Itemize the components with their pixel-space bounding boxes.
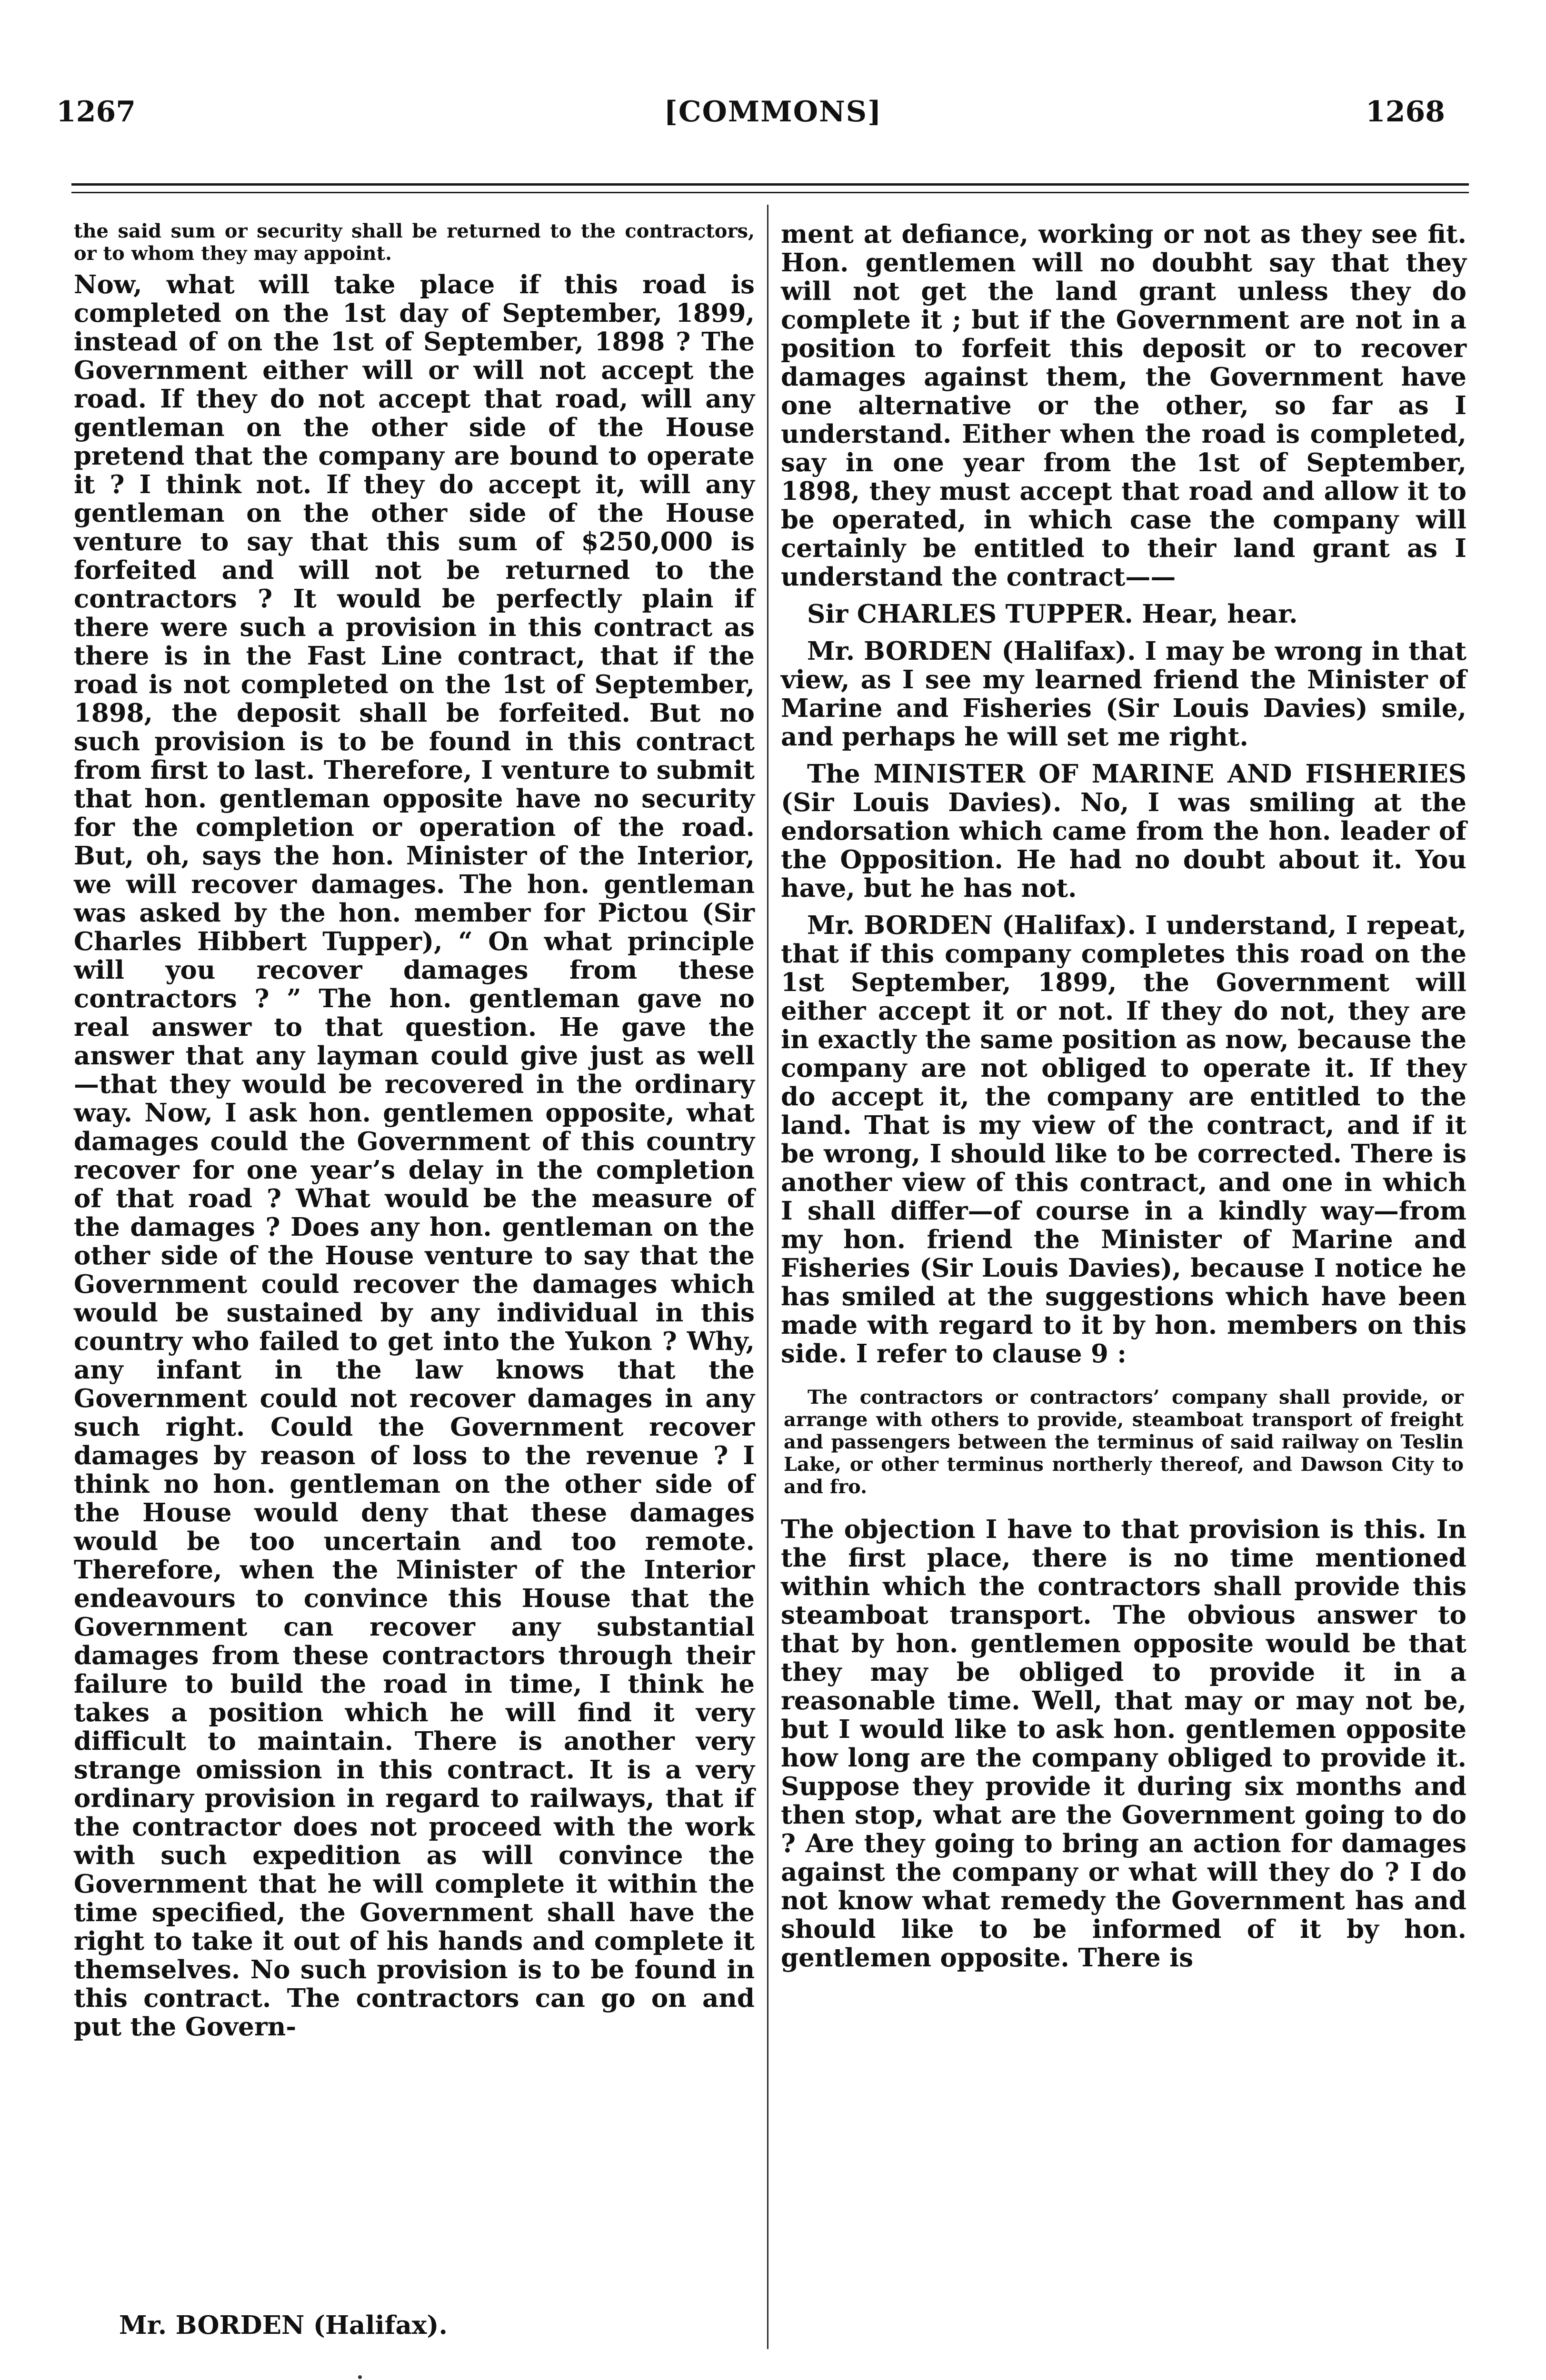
- column-divider: [767, 205, 768, 2349]
- contract-clause-quote: The contractors or contractors’ company shall provide, or arrange with others to provide, steamboat transport of freight and passengers between the terminus of said railway on Teslin Lake, or other terminus northerly thereof, and Dawson City to and fro.: [784, 1386, 1464, 1498]
- continued-quote-text: the said sum or security shall be returned to the contractors, or to whom they may appoint.: [74, 220, 755, 265]
- speech-paragraph-continued: ment at defiance, working or not as they see fit. Hon. gentlemen will no doubht say that they will not get the land grant unless they do complete it ; but if the Government are not in a position to forfeit this deposit or to recover damages against them, the Government have one alternative or the other, so far as I understand. Either when the road is completed, say in one year from the 1st of September, 1898, they must accept that road and allow it to be operated, in which case the company will certainly be entitled to their land grant as I understand the contract——: [781, 219, 1466, 592]
- right-column: [781, 220, 1466, 1972]
- interjection-tupper: Sir CHARLES TUPPER. Hear, hear.: [807, 599, 1298, 629]
- speech-borden-3: The objection I have to that provision is this. In the first place, there is no time mentioned within which the contractors shall provide this steamboat transport. The obvious answer to that by hon. gentlemen opposite would be that they may be obliged to provide it in a reasonable time. Well, that may or may not be, but I would like to ask hon. gentlemen opposite how long are the company obliged to provide it. Suppose they provide it during six months and then stop, what are the Government going to do ? Are they going to bring an action for damages against the company or what will they do ? I do not know what remedy the Government has and should like to be informed of it by hon. gentlemen opposite. There is: [781, 1515, 1466, 1973]
- column-footer-speaker: Mr. BORDEN (Halifax).: [119, 2311, 448, 2340]
- speech-borden-1: Mr. BORDEN (Halifax). I may be wrong in that view, as I see my learned friend the Minister of Marine and Fisheries (Sir Louis Davies) smile, and perhaps he will set me right.: [781, 636, 1466, 752]
- left-page-number: 1267: [56, 95, 136, 129]
- page-header-title: [COMMONS]: [664, 95, 882, 129]
- speech-borden-2: Mr. BORDEN (Halifax). I understand, I repeat, that if this company completes this road on the 1st September, 1899, the Government will either accept it or not. If they do not, they are in exactly the same position as now, because the company are not obliged to operate it. If they do accept it, the company are entitled to the land. That is my view of the contract, and if it be wrong, I should like to be corrected. There is another view of this contract, and one in which I shall differ—of course in a kindly way—from my hon. friend the Minister of Marine and Fisheries (Sir Louis Davies), because I notice he has smiled at the suggestions which have been made with regard to it by hon. members on this side. I refer to clause 9 :: [781, 911, 1466, 1368]
- right-page-number: 1268: [1366, 95, 1445, 129]
- header-rule-thick: [71, 183, 1469, 186]
- speech-minister-marine: The MINISTER OF MARINE AND FISHERIES (Sir Louis Davies). No, I was smiling at the endorsation which came from the hon. leader of the Opposition. He had no doubt about it. You have, but he has not.: [781, 759, 1466, 903]
- speech-paragraph: Now, what will take place if this road is completed on the 1st day of September, 1899, instead of on the 1st of September, 1898 ? The Government either will or will not accept the road. If they do not accept that road, will any gentleman on the other side of the House pretend that the company are bound to operate it ? I think not. If they do accept it, will any gentleman on the other side of the House venture to say that this sum of $250,000 is forfeited and will not be returned to the contractors ? It would be perfectly plain if there were such a provision in this contract as there is in the Fast Line contract, that if the road is not completed on the 1st of September, 1898, the deposit shall be forfeited. But no such provision is to be found in this contract from first to last. Therefore, I venture to submit that hon. gentleman opposite have no security for the completion or operation of the road. But, oh, says the hon. Minister of the Interior, we will recover damages. The hon. gentleman was asked by the hon. member for Pictou (Sir Charles Hibbert Tupper), “ On what principle will you recover damages from these contractors ? ” The hon. gentleman gave no real answer to that question. He gave the answer that any layman could give just as well—that they would be recovered in the ordinary way. Now, I ask hon. gentlemen opposite, what damages could the Government of this country recover for one year’s delay in the completion of that road ? What would be the measure of the damages ? Does any hon. gentleman on the other side of the House venture to say that the Government could recover the damages which would be sustained by any individual in this country who failed to get into the Yukon ? Why, any infant in the law knows that the Government could not recover damages in any such right. Could the Government recover damages by reason of loss to the revenue ? I think no hon. gentleman on the other side of the House would deny that these damages would be too uncertain and too remote. Therefore, when the Minister of the Interior endeavours to convince this House that the Government can recover any substantial damages from these contractors through their failure to build the road in time, I think he takes a position which he will find it very difficult to maintain. There is another very strange omission in this contract. It is a very ordinary provision in regard to railways, that if the contractor does not proceed with the work with such expedition as will convince the Government that he will complete it within the time specified, the Government shall have the right to take it out of his hands and complete it themselves. No such provision is to be found in this contract. The contractors can go on and put the Govern-: [74, 270, 755, 2042]
- left-column: [74, 220, 755, 2041]
- header-rule-thin: [71, 192, 1469, 193]
- printer-dot: [358, 2375, 362, 2379]
